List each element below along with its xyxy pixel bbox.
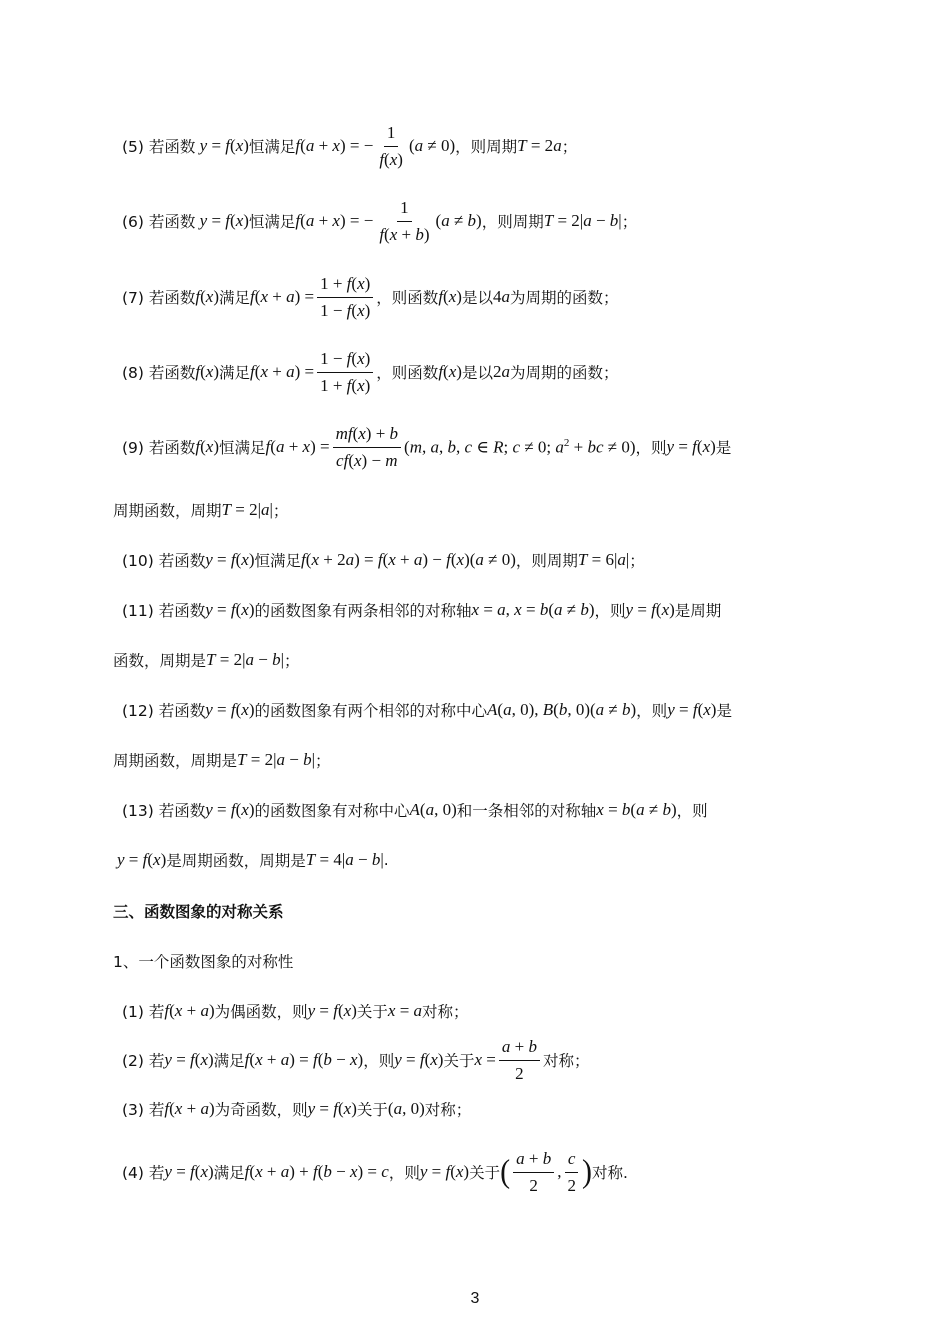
- item-12: (12) 若函数 y = f(x) 的函数图象有两个相邻的对称中心 A(a, 0), B(b, 0)(a ≠ b) ，则 y = f(x) 是: [122, 700, 732, 720]
- item-11: (11) 若函数 y = f(x) 的函数图象有两条相邻的对称轴 x = a, x = b(a ≠ b) ，则 y = f(x) 是周期: [122, 600, 722, 620]
- symmetry-item-2: (2) 若 y = f(x) 满足 f(x + a) = f(b − x) ，则 y = f(x) 关于 x = $\frac{a + b}{2}$ 对称；: [122, 1036, 590, 1083]
- section-heading: 三、函数图象的对称关系: [113, 903, 284, 921]
- item-8: (8) 若函数 f(x) 满足 f(x + a) = $\frac{1 - f(x)}{1 + f(x)}$ ，则函数 f(x) 是以 2a 为周期的函数；: [122, 348, 619, 395]
- item-10: (10) 若函数 y = f(x) 恒满足 f(x + 2a) = f(x + a) − f(x)(a ≠ 0) ，则周期 T = 6|a| ；: [122, 550, 645, 570]
- item-6: (6) 若函数 y = f(x) 恒满足 f(a + x) = − $\frac{1}{f(x + b)}$ (a ≠ b) ，则周期 T = 2|a − b| ；: [122, 197, 638, 244]
- subsection-heading: 1、一个函数图象的对称性: [113, 953, 294, 971]
- symmetry-item-1: (1) 若 f(x + a) 为偶函数，则 y = f(x) 关于 x = a 对称；: [122, 1001, 469, 1021]
- item-13: (13) 若函数 y = f(x) 的函数图象有对称中心 A(a, 0) 和一条相邻的对称轴 x = b(a ≠ b) ，则: [122, 800, 708, 820]
- symmetry-item-3: (3) 若 f(x + a) 为奇函数，则 y = f(x) 关于 (a, 0) 对称；: [122, 1099, 472, 1119]
- item-11-cont: 函数，周期是 T = 2|a − b| ；: [113, 650, 300, 670]
- symmetry-item-4: (4) 若 y = f(x) 满足 f(x + a) + f(b − x) = c ，则 y = f(x) 关于 ( $\frac{a + b}{2}$ , $\frac{c}{2}$ ) 对称.: [122, 1148, 628, 1195]
- item-13-cont: y = f(x) 是周期函数，周期是 T = 4|a − b| .: [117, 850, 389, 870]
- page-number: 3: [470, 1290, 480, 1307]
- item-12-cont: 周期函数，周期是 T = 2|a − b| ；: [113, 750, 331, 770]
- item-9: (9) 若函数 f(x) 恒满足 f(a + x) = $\frac{mf(x) + b}{cf(x) - m}$ (m, a, b, c ∈ R; c ≠ 0; $a^2$ + bc ≠ 0) ，则 y = f(x) 是: [122, 423, 732, 470]
- item-5: (5) 若函数 y = f(x) 恒满足 f(a + x) = − $\frac{1}{f(x)}$ (a ≠ 0) ，则周期 T = 2a ；: [122, 122, 578, 169]
- item-7: (7) 若函数 f(x) 满足 f(x + a) = $\frac{1 + f(x)}{1 - f(x)}$ ，则函数 f(x) 是以 4a 为周期的函数；: [122, 273, 619, 320]
- item-9-cont: 周期函数，周期 T = 2|a| ；: [113, 500, 289, 520]
